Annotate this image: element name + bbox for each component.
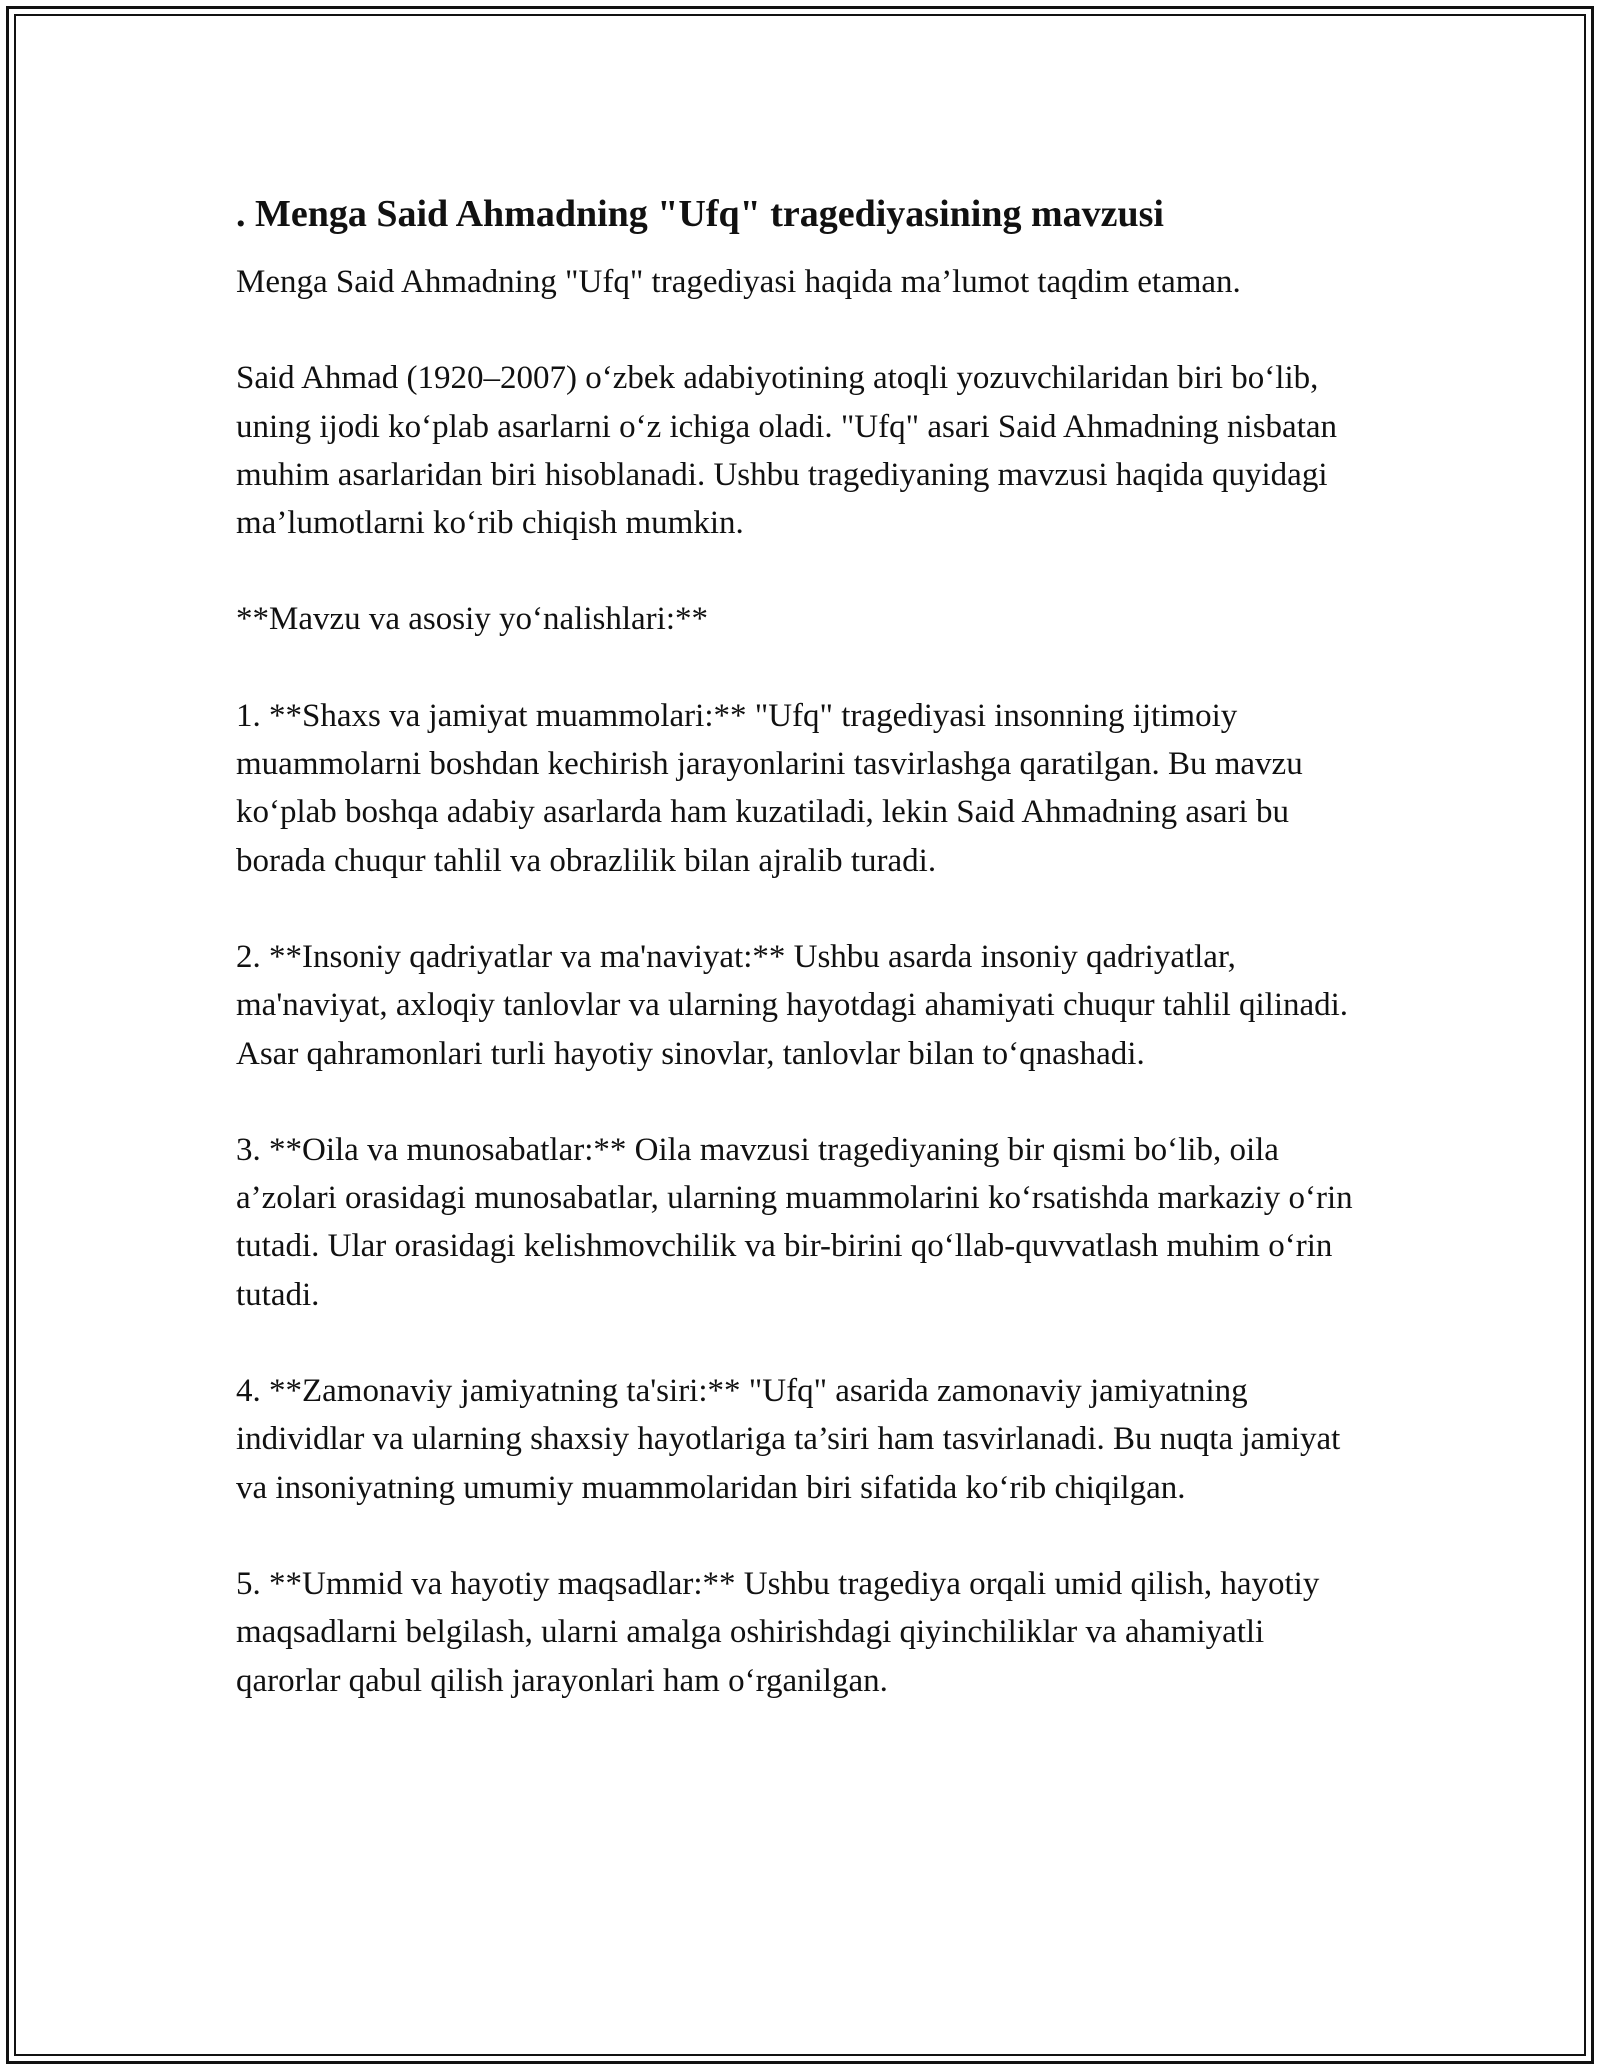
list-item-1: 1. **Shaxs va jamiyat muammolari:** "Ufq" tragediyasi insonning ijtimoiy muammolarni boshdan kechirish jarayonlarini tasvirlashga qaratilgan. Bu mavzu ko‘plab boshqa adabiy asarlarda ham kuzatiladi, lekin Said Ahmadning asari bu borada chuqur tahlil va obrazlilik bilan ajralib turadi.	[236, 697, 1303, 879]
list-item-2: 2. **Insoniy qadriyatlar va ma'naviyat:** Ushbu asarda insoniy qadriyatlar, ma'naviyat, axloqiy tanlovlar va ularning hayotdagi ahamiyati chuqur tahlil qilinadi. Asar qahramonlari turli hayotiy sinovlar, tanlovlar bilan to‘qnashadi.	[236, 938, 1349, 1072]
list-item-3: 3. **Oila va munosabatlar:** Oila mavzusi tragediyaning bir qismi bo‘lib, oila a’zolari orasidagi munosabatlar, ularning muammolarini ko‘rsatishda markaziy o‘rin tutadi. Ular orasidagi kelishmovchilik va bir-birini qo‘llab-quvvatlash muhim o‘rin tutadi.	[236, 1131, 1353, 1313]
list-item-5: 5. **Ummid va hayotiy maqsadlar:** Ushbu tragediya orqali umid qilish, hayotiy maqsadlarni belgilash, ularni amalga oshirishdagi qiyinchiliklar va ahamiyatli qarorlar qabul qilish jarayonlari ham o‘rganilgan.	[236, 1565, 1320, 1699]
author-paragraph: Said Ahmad (1920–2007) o‘zbek adabiyotining atoqli yozuvchilaridan biri bo‘lib, uning ijodi ko‘plab asarlarni o‘z ichiga oladi. "Ufq" asari Said Ahmadning nisbatan muhim asarlaridan biri hisoblanadi. Ushbu tragediyaning mavzusi haqida quyidagi ma’lumotlarni ko‘rib chiqish mumkin.	[236, 360, 1338, 542]
document-body	[236, 184, 1376, 1753]
list-item-4: 4. **Zamonaviy jamiyatning ta'siri:** "Ufq" asarida zamonaviy jamiyatning individlar va ularning shaxsiy hayotlariga ta’siri ham tasvirlanadi. Bu nuqta jamiyat va insoniyatning umumiy muammolaridan biri sifatida ko‘rib chiqilgan.	[236, 1373, 1341, 1506]
intro-paragraph: Menga Said Ahmadning "Ufq" tragediyasi haqida ma’lumot taqdim etaman.	[236, 264, 1241, 300]
section-heading: **Mavzu va asosiy yo‘nalishlari:**	[236, 601, 708, 638]
document-title: . Menga Said Ahmadning "Ufq" tragediyasining mavzusi	[236, 193, 1164, 235]
